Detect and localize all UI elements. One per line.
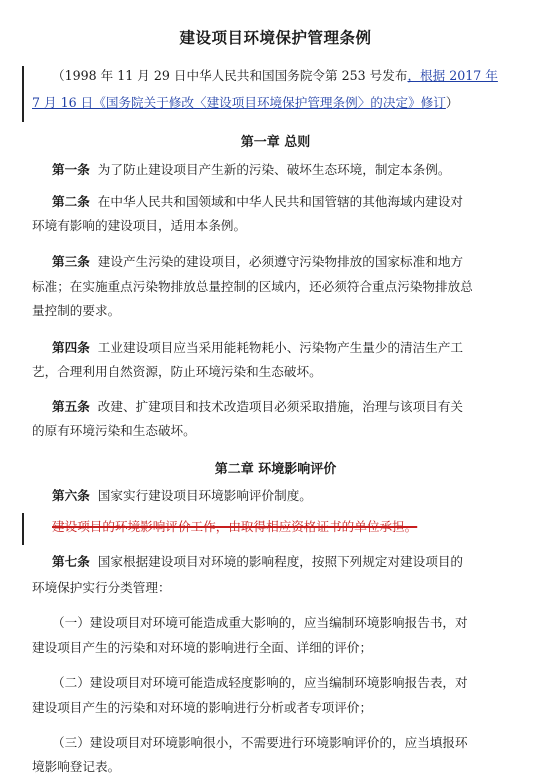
article-label: 第六条 <box>52 488 90 503</box>
item-1-cont: 建设项目产生的污染和对环境的影响进行全面、详细的评价； <box>32 640 373 655</box>
article-4 <box>52 340 463 356</box>
article-text: 在中华人民共和国领域和中华人民共和国管辖的其他海域内建设对 <box>97 194 464 209</box>
article-3-cont-2: 量控制的要求。 <box>32 303 121 318</box>
deleted-clause: 建设项目的环境影响评价工作，由取得相应资格证书的单位承担。 <box>52 519 418 534</box>
article-1 <box>52 162 450 178</box>
article-label: 第三条 <box>52 254 90 269</box>
article-7-cont: 环境保护实行分类管理： <box>32 580 171 595</box>
document-title: 建设项目环境保护管理条例 <box>179 28 372 47</box>
article-label: 第二条 <box>52 194 90 209</box>
revision-bar-2 <box>22 513 24 545</box>
article-label: 第七条 <box>52 554 90 569</box>
article-2 <box>52 194 463 210</box>
article-5-cont: 的原有环境污染和生态破坏。 <box>32 423 196 438</box>
article-6 <box>52 488 312 504</box>
item-3: （三）建设项目对环境影响很小，不需要进行环境影响评价的，应当填报环 <box>52 735 468 750</box>
intro-line-2 <box>32 95 458 111</box>
article-text: 国家实行建设项目环境影响评价制度。 <box>97 488 312 503</box>
item-3-cont: 境影响登记表。 <box>32 759 121 774</box>
article-label: 第四条 <box>52 340 90 355</box>
article-4-cont: 艺，合理利用自然资源，防止环境污染和生态破坏。 <box>32 364 322 379</box>
article-text: 工业建设项目应当采用能耗物耗小、污染物产生量少的清洁生产工 <box>97 340 464 355</box>
intro-revision-text: ，根据 2017 年 <box>407 68 498 83</box>
chapter-1-heading: 第一章 总则 <box>240 135 311 150</box>
chapter-2-heading: 第二章 环境影响评价 <box>214 462 337 477</box>
article-3 <box>52 254 463 270</box>
article-text: 为了防止建设项目产生新的污染、破坏生态环境，制定本条例。 <box>97 162 451 177</box>
article-label: 第五条 <box>52 399 90 414</box>
item-1: （一）建设项目对环境可能造成重大影响的，应当编制环境影响报告书，对 <box>52 615 468 630</box>
article-3-cont-1: 标准；在实施重点污染物排放总量控制的区域内，还必须符合重点污染物排放总 <box>32 279 473 294</box>
revision-bar <box>22 66 24 122</box>
article-text: 建设产生污染的建设项目，必须遵守污染物排放的国家标准和地方 <box>97 254 464 269</box>
article-2-cont: 环境有影响的建设项目，适用本条例。 <box>32 218 247 233</box>
item-2-cont: 建设项目产生的污染和对环境的影响进行分析或者专项评价； <box>32 700 373 715</box>
intro-close: ） <box>445 95 459 110</box>
article-5 <box>52 399 463 415</box>
intro-line-1 <box>52 68 498 84</box>
article-label: 第一条 <box>52 162 90 177</box>
article-7 <box>52 554 463 570</box>
intro-revision-text-2: 7 月 16 日《国务院关于修改〈建设项目环境保护管理条例〉的决定》修订 <box>32 95 446 110</box>
item-2: （二）建设项目对环境可能造成轻度影响的，应当编制环境影响报告表，对 <box>52 675 468 690</box>
article-text: 改建、扩建项目和技术改造项目必须采取措施，治理与该项目有关 <box>97 399 464 414</box>
article-text: 国家根据建设项目对环境的影响程度，按照下列规定对建设项目的 <box>97 554 464 569</box>
intro-text: （1998 年 11 月 29 日中华人民共和国国务院令第 253 号发布 <box>52 68 408 83</box>
